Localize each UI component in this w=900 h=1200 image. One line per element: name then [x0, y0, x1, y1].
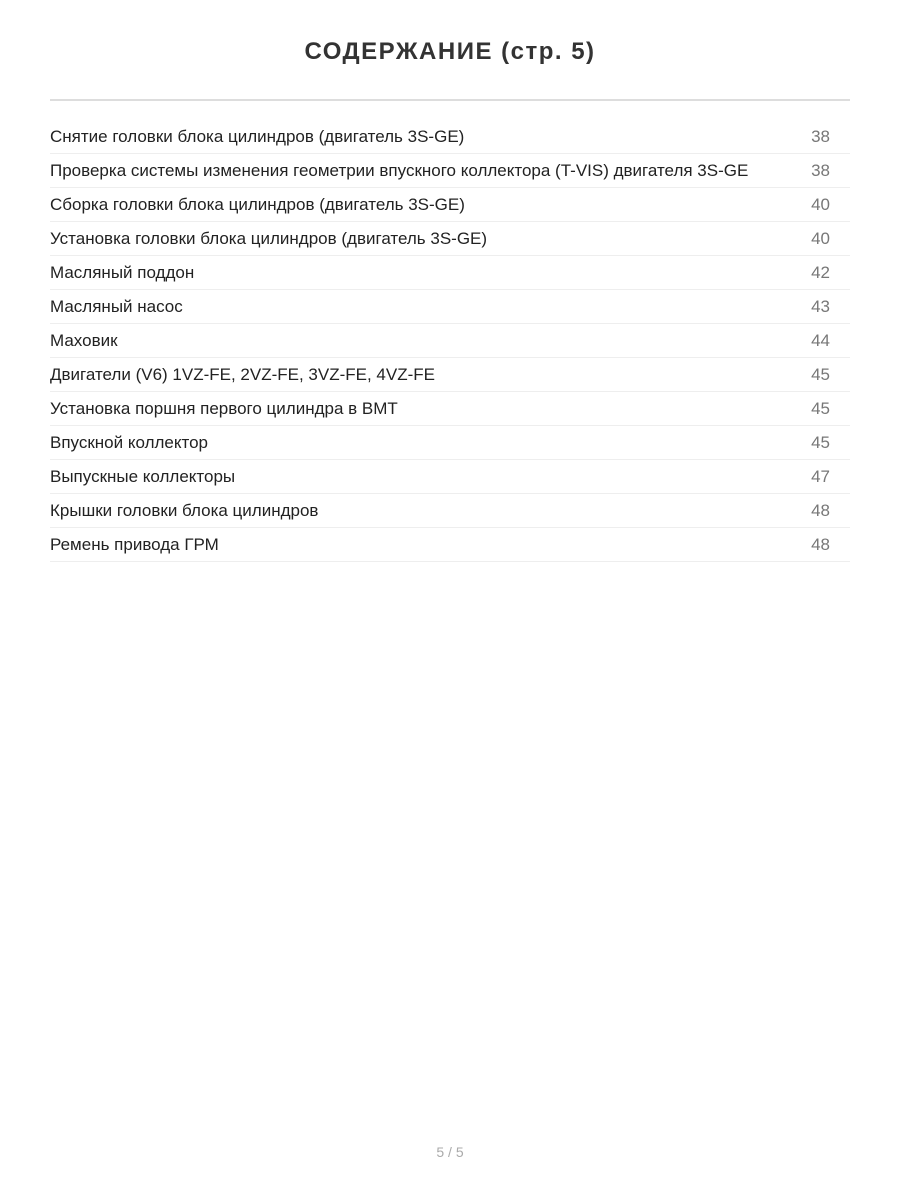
toc-entry[interactable] [50, 324, 850, 358]
toc-entry[interactable] [50, 154, 850, 188]
toc-entry[interactable] [50, 358, 850, 392]
toc-entry-title[interactable]: Установка поршня первого цилиндра в ВМТ [50, 398, 398, 418]
toc-entry[interactable] [50, 290, 850, 324]
toc-entry-page: 48 [811, 500, 830, 520]
toc-entry-title[interactable]: Сборка головки блока цилиндров (двигатель 3S-GE) [50, 194, 465, 214]
toc-entry-page: 42 [811, 262, 830, 282]
toc-entry-page: 47 [811, 466, 830, 486]
toc-entry[interactable] [50, 188, 850, 222]
title-divider [50, 99, 850, 101]
toc-entry[interactable] [50, 222, 850, 256]
toc-entry-title[interactable]: Установка головки блока цилиндров (двигатель 3S-GE) [50, 228, 488, 248]
toc-entry-page: 45 [811, 398, 830, 418]
toc-entry[interactable] [50, 494, 850, 528]
toc-entry-page: 45 [811, 432, 830, 452]
toc-entry-title[interactable]: Снятие головки блока цилиндров (двигатель 3S-GE) [50, 126, 465, 146]
toc-entry-page: 45 [811, 364, 830, 384]
toc-entry[interactable] [50, 120, 850, 154]
toc-entry-title[interactable]: Ремень привода ГРМ [50, 534, 219, 554]
table-of-contents [50, 120, 850, 562]
toc-entry-title[interactable]: Масляный насос [50, 296, 183, 316]
toc-entry-page: 44 [811, 330, 830, 350]
toc-entry-page: 43 [811, 296, 830, 316]
toc-entry[interactable] [50, 426, 850, 460]
toc-entry-title[interactable]: Двигатели (V6) 1VZ-FE, 2VZ-FE, 3VZ-FE, 4VZ-FE [50, 364, 435, 384]
toc-entry-title[interactable]: Крышки головки блока цилиндров [50, 500, 319, 520]
toc-entry-title[interactable]: Маховик [50, 330, 118, 350]
toc-entry[interactable] [50, 460, 850, 494]
toc-entry-page: 38 [811, 160, 830, 180]
toc-entry-title[interactable]: Впускной коллектор [50, 432, 208, 452]
toc-entry[interactable] [50, 528, 850, 562]
toc-entry-page: 40 [811, 194, 830, 214]
toc-entry-page: 48 [811, 534, 830, 554]
toc-entry[interactable] [50, 392, 850, 426]
toc-entry-page: 40 [811, 228, 830, 248]
toc-entry[interactable] [50, 256, 850, 290]
page-title: СОДЕРЖАНИЕ (стр. 5) [304, 38, 596, 65]
page-indicator: 5 / 5 [436, 1144, 464, 1160]
toc-entry-title[interactable]: Проверка системы изменения геометрии впускного коллектора (T-VIS) двигателя 3S-GE [50, 160, 749, 180]
toc-entry-page: 38 [811, 126, 830, 146]
toc-entry-title[interactable]: Масляный поддон [50, 262, 195, 282]
toc-entry-title[interactable]: Выпускные коллекторы [50, 466, 236, 486]
